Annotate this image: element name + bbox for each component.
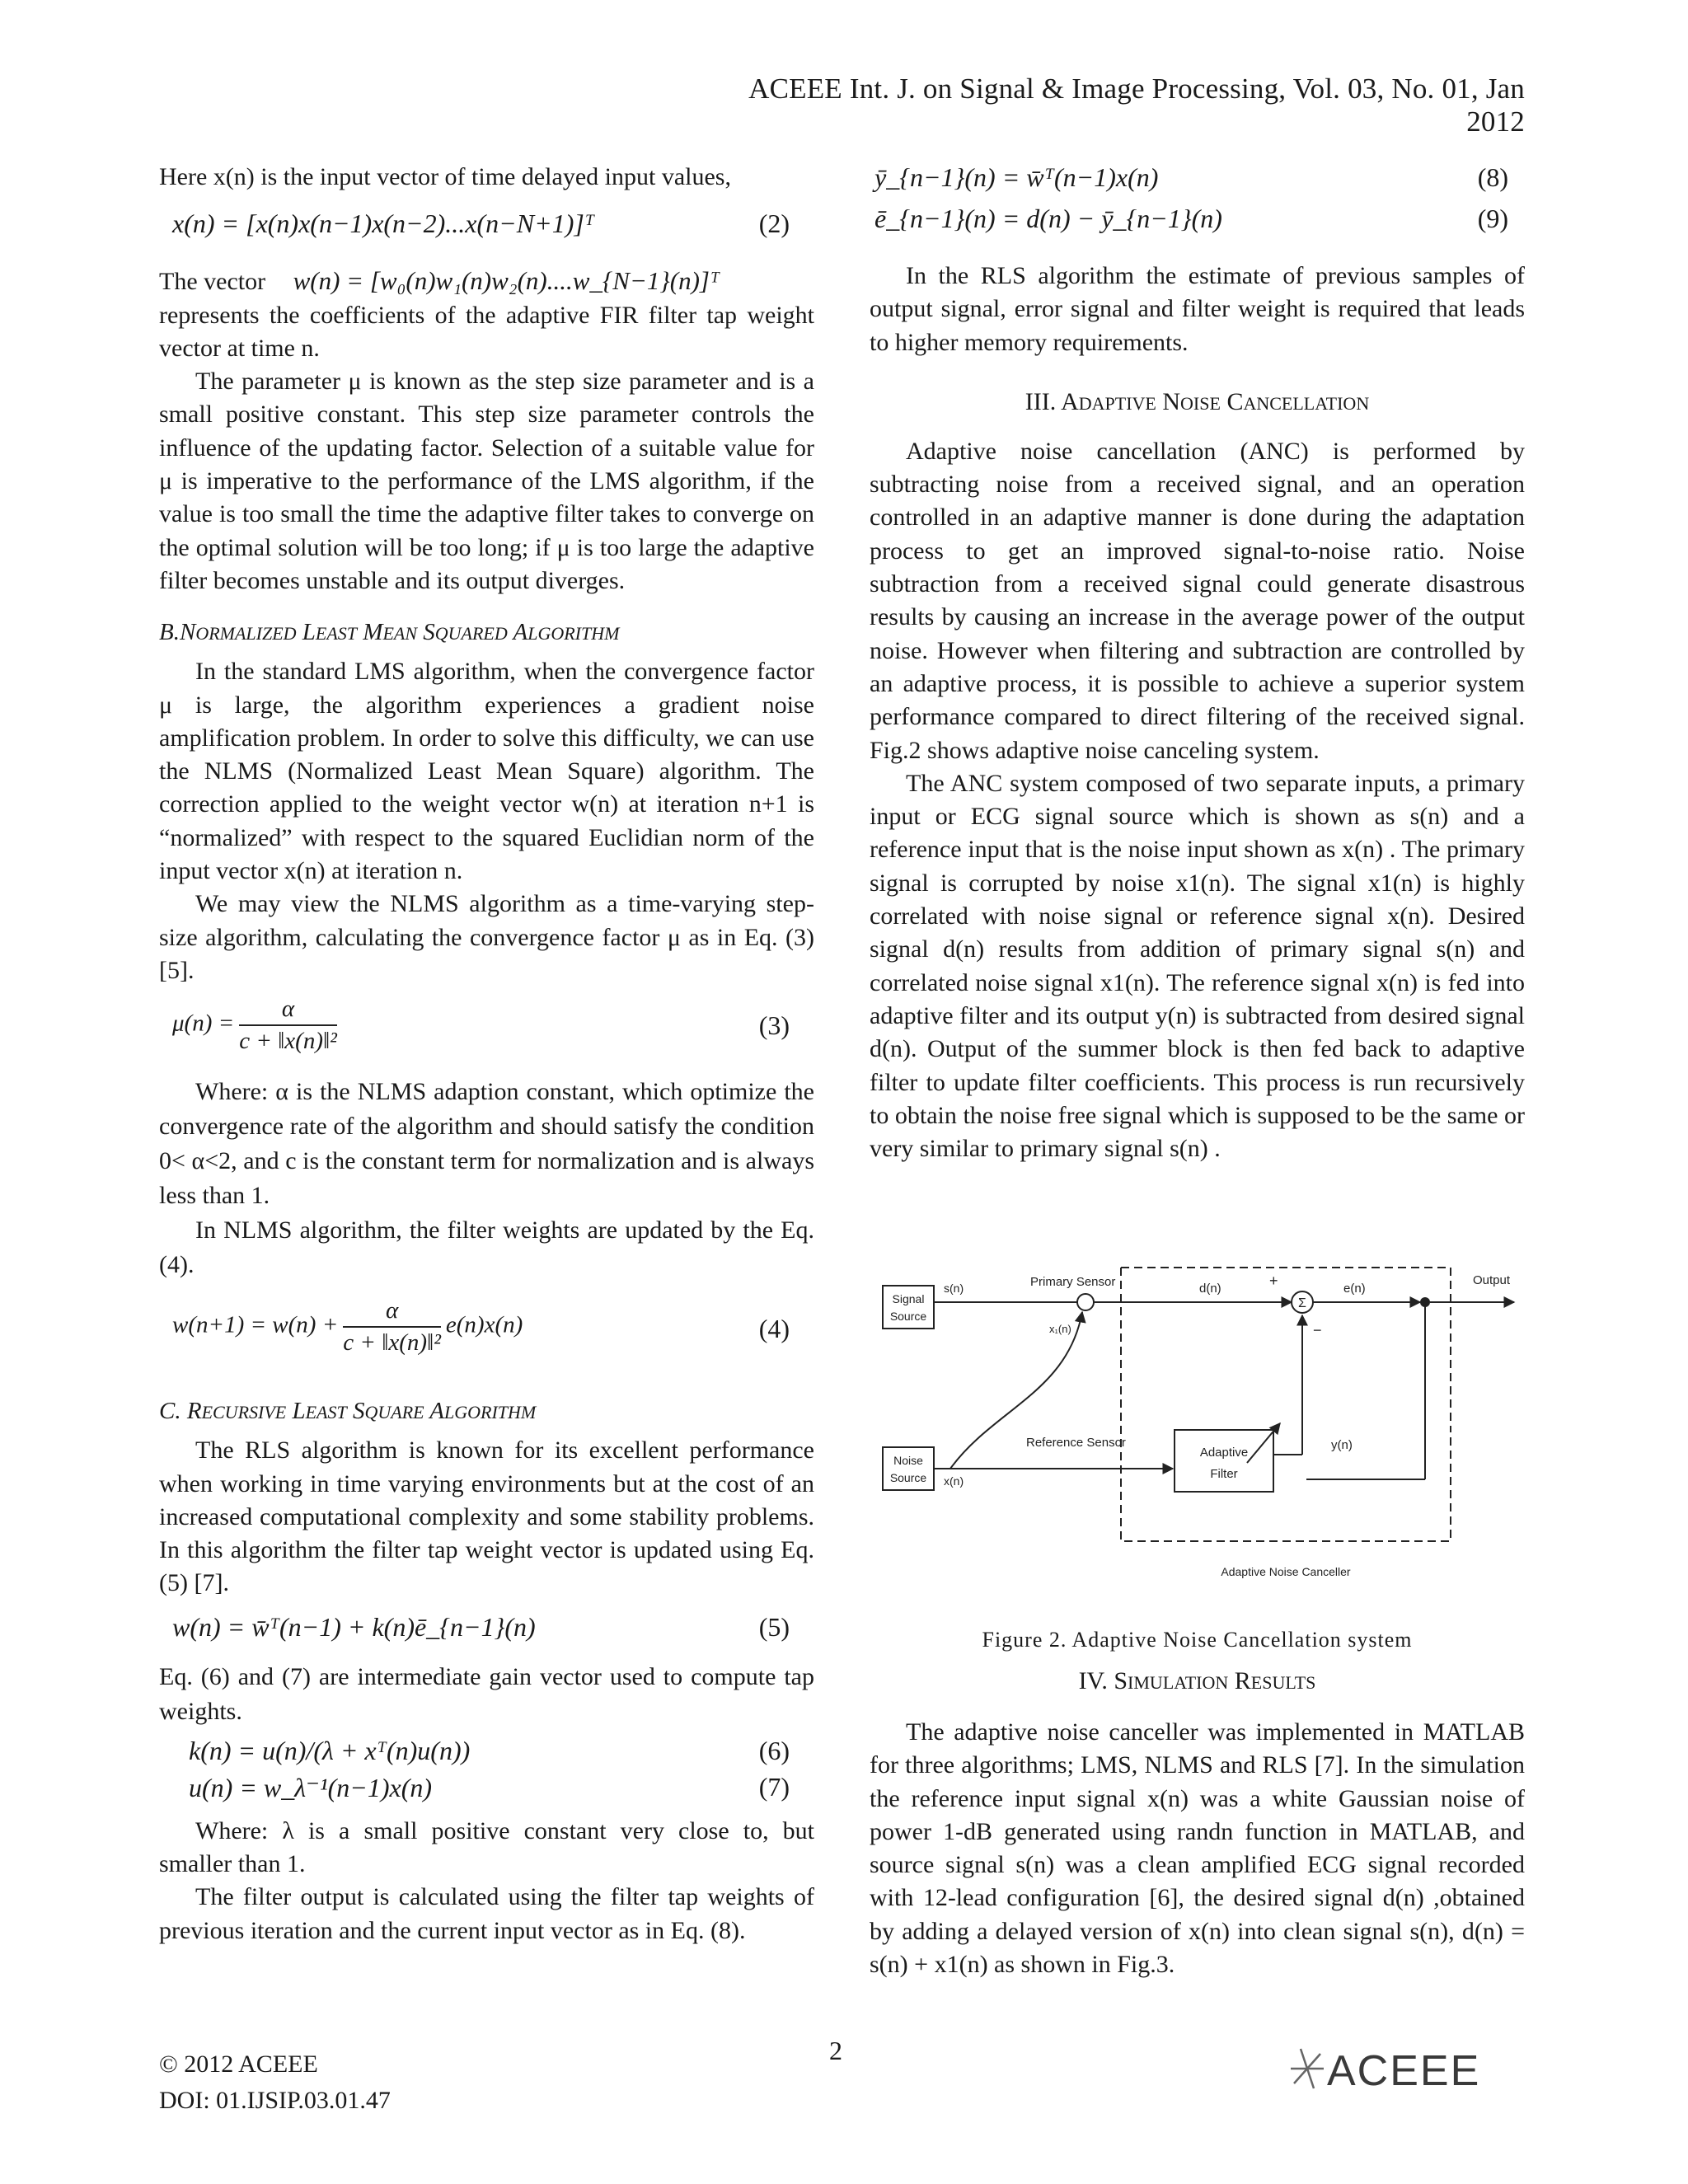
equation-8	[870, 161, 1525, 204]
equation-5	[159, 1601, 814, 1660]
equation-3	[159, 987, 814, 1068]
equation-4-body: w(n+1) = w(n) + $\frac{\alpha}{\text{c + ‖x(n)‖²}}$ e(n)x(n)	[172, 1297, 523, 1357]
equation-7-body: u(n) = w_λ⁻¹(n−1)x(n)	[189, 1772, 433, 1802]
paragraph-where-lambda: Where: λ is a small positive constant very close to, but smaller than 1.	[159, 1816, 814, 1878]
equation-9-number: (9)	[1477, 204, 1508, 233]
s-n-label: s(n)	[944, 1282, 964, 1295]
paragraph-input-vector: Here x(n) is the input vector of time delayed input values,	[159, 163, 731, 190]
paragraph-rls-memory: In the RLS algorithm the estimate of previous samples of output signal, error signal and filter weight is required that leads to higher memory requirements.	[870, 262, 1525, 356]
equation-8-number: (8)	[1477, 162, 1508, 192]
canceller-label: Adaptive Noise Canceller	[1221, 1565, 1351, 1578]
star-icon	[1291, 2049, 1324, 2088]
vector-lead: The vector	[159, 268, 266, 296]
equation-5-number: (5)	[758, 1611, 790, 1642]
equation-7-number: (7)	[758, 1771, 790, 1802]
section-b-heading: B.NORMALIZED LEAST MEAN SQUARED ALGORITHM	[159, 619, 620, 646]
section-4-heading: IV. SIMULATION RESULTS	[1078, 1667, 1316, 1694]
paragraph-where-alpha: Where: α is the NLMS adaption constant, which optimize the convergence rate of the algorithm and should satisfy the condition 0< α<2, and c is the constant term for normalization and is always less than 1.	[159, 1078, 814, 1210]
equation-2	[159, 194, 814, 260]
signal-source-label-2: Source	[889, 1310, 927, 1323]
paragraph-vector-intro	[159, 265, 814, 298]
primary-sensor-label: Primary Sensor	[1030, 1275, 1116, 1289]
x-n-label: x(n)	[944, 1474, 964, 1488]
equation-9	[870, 204, 1525, 260]
section-c-heading: C. RECURSIVE LEAST SQUARE ALGORITHM	[159, 1398, 537, 1425]
paragraph-nlms-1: In the standard LMS algorithm, when the convergence factor μ is large, the algorithm experiences a gradient noise amplification problem. In order to solve this difficulty, we can use the NLMS (Normalized Least Mean Square) algorithm. The correction applied to the weight vector w(n) at iteration n+1 is “normalized” with respect to the squared Euclidian norm of the input vector x(n) at iteration n.	[159, 658, 814, 885]
paragraph-anc-2: The ANC system composed of two separate inputs, a primary input or ECG signal source which is shown as s(n) and a reference input that is the noise input shown as x(n) . The primary signal is corrupted by noise x1(n). The signal x1(n) is highly correlated with noise signal or reference signal x(n). Desired signal d(n) results from addition of primary signal s(n) and correlated noise signal x1(n). The reference signal x(n) is fed into adaptive filter and its output y(n) is subtracted from desired signal d(n). Output of the summer block is then fed back to adaptive filter to update filter coefficients. This process is run recursively to obtain the noise free signal which is supposed to be the same or very similar to primary signal s(n) .	[870, 769, 1525, 1163]
paragraph-eq67: Eq. (6) and (7) are intermediate gain vector used to compute tap weights.	[159, 1662, 814, 1725]
section-3-heading: III. ADAPTIVE NOISE CANCELLATION	[1025, 387, 1370, 415]
left-column	[159, 161, 814, 1947]
logo-text: ACEEE	[1327, 2047, 1481, 2095]
noise-source-label-2: Source	[889, 1471, 927, 1484]
vector-equation: w(n) = [w₀(n)w₁(n)w₂(n)....w_{N−1}(n)]ᵀ	[293, 266, 720, 296]
footer-doi: DOI: 01.IJSIP.03.01.47	[159, 2087, 391, 2114]
equation-5-body: w(n) = w̄ᵀ(n−1) + k(n)ē_{n−1}(n)	[172, 1611, 536, 1642]
anc-block-diagram	[870, 1253, 1525, 1599]
journal-header: ACEEE Int. J. on Signal & Image Processing, Vol. 03, No. 01, Jan 2012	[748, 73, 1525, 138]
signal-source-label-1: Signal	[892, 1292, 925, 1305]
adaptive-filter-label-1: Adaptive	[1199, 1446, 1249, 1460]
equation-6	[159, 1734, 814, 1772]
footer-copyright: © 2012 ACEEE	[159, 2050, 318, 2078]
d-n-label: d(n)	[1199, 1282, 1221, 1296]
aceee-logo	[1287, 2042, 1528, 2095]
noise-source-label-1: Noise	[893, 1454, 923, 1467]
paragraph-filter-output: The filter output is calculated using the filter tap weights of previous iteration and the current input vector as in Eq. (8).	[159, 1883, 814, 1944]
paragraph-mu: The parameter μ is known as the step size parameter and is a small positive constant. This step size parameter controls the influence of the updating factor. Selection of a suitable value for μ is imperative to the performance of the LMS algorithm, if the value is too small the time the adaptive filter takes to converge on the optimal solution will be too long; if μ is too large the adaptive filter becomes unstable and its output diverges.	[159, 368, 814, 594]
equation-4	[159, 1282, 814, 1380]
equation-8-body: ȳ_{n−1}(n) = w̄ᵀ(n−1)x(n)	[874, 162, 1159, 192]
equation-7	[159, 1772, 814, 1815]
equation-2-number: (2)	[758, 209, 790, 239]
equation-6-body: k(n) = u(n)/(λ + xᵀ(n)u(n))	[189, 1735, 471, 1765]
minus-sign: −	[1313, 1322, 1322, 1338]
paragraph-nlms-2: We may view the NLMS algorithm as a time-varying step-size algorithm, calculating the convergence factor μ as in Eq. (3)[5].	[159, 890, 814, 984]
figure-2-caption: Figure 2. Adaptive Noise Cancellation system	[982, 1628, 1413, 1652]
sigma-symbol: Σ	[1298, 1296, 1306, 1310]
primary-sensor-node	[1077, 1294, 1094, 1310]
equation-2-body: x(n) = [x(n)x(n−1)x(n−2)...x(n−N+1)]ᵀ	[172, 209, 595, 239]
paragraph-rls: The RLS algorithm is known for its excellent performance when working in time varying environments but at the cost of an increased computational complexity and some stability problems. In this algorithm the filter tap weight vector is updated using Eq. (5) [7].	[159, 1436, 814, 1597]
paragraph-simulation: The adaptive noise canceller was implemented in MATLAB for three algorithms; LMS, NLMS and RLS [7]. In the simulation the reference input signal x(n) was a white Gaussian noise of power 1-dB generated using randn function in MATLAB, and source signal s(n) was a clean amplified ECG signal recorded with 12-lead configuration [6], the desired signal d(n) ,obtained by adding a delayed version of x(n) into clean signal s(n), d(n) = s(n) + x1(n) as shown in Fig.3.	[870, 1718, 1525, 1979]
adaptive-filter-label-2: Filter	[1210, 1467, 1238, 1481]
equation-6-number: (6)	[758, 1735, 790, 1765]
output-label: Output	[1473, 1273, 1511, 1287]
right-column-lower	[870, 1665, 1525, 1981]
paragraph-nlms-update: In NLMS algorithm, the filter weights are updated by the Eq. (4).	[159, 1216, 814, 1279]
equation-3-body: μ(n) = $\frac{\alpha}{\text{c + ‖x(n)‖²}}$	[172, 996, 337, 1055]
paragraph-vector-desc: represents the coefficients of the adaptive FIR filter tap weight vector at time n.	[159, 301, 814, 362]
paragraph-anc-1: Adaptive noise cancellation (ANC) is performed by subtracting noise from a received signal, and an operation controlled in an adaptive manner is done during the adaptation process to get an improved signal-to-noise ratio. Noise subtraction from a received signal could generate disastrous results by causing an increase in the average power of the output noise. However when filtering and subtraction are controlled by an adaptive process, it is possible to achieve a superior system performance compared to direct filtering of the received signal. Fig.2 shows adaptive noise canceling system.	[870, 437, 1525, 764]
equation-3-number: (3)	[758, 1010, 790, 1041]
reference-sensor-label: Reference Sensor	[1026, 1436, 1126, 1450]
y-n-label: y(n)	[1331, 1438, 1353, 1452]
equation-9-body: ē_{n−1}(n) = d(n) − ȳ_{n−1}(n)	[874, 204, 1222, 233]
right-column	[870, 161, 1525, 1165]
x1-n-label: x₁(n)	[1049, 1323, 1071, 1335]
equation-4-number: (4)	[758, 1314, 790, 1344]
plus-sign: +	[1269, 1272, 1278, 1289]
canceller-boundary-rest	[1121, 1268, 1451, 1541]
adaptive-filter-box	[1175, 1430, 1273, 1492]
e-n-label: e(n)	[1343, 1282, 1366, 1296]
page-number: 2	[829, 2036, 842, 2065]
